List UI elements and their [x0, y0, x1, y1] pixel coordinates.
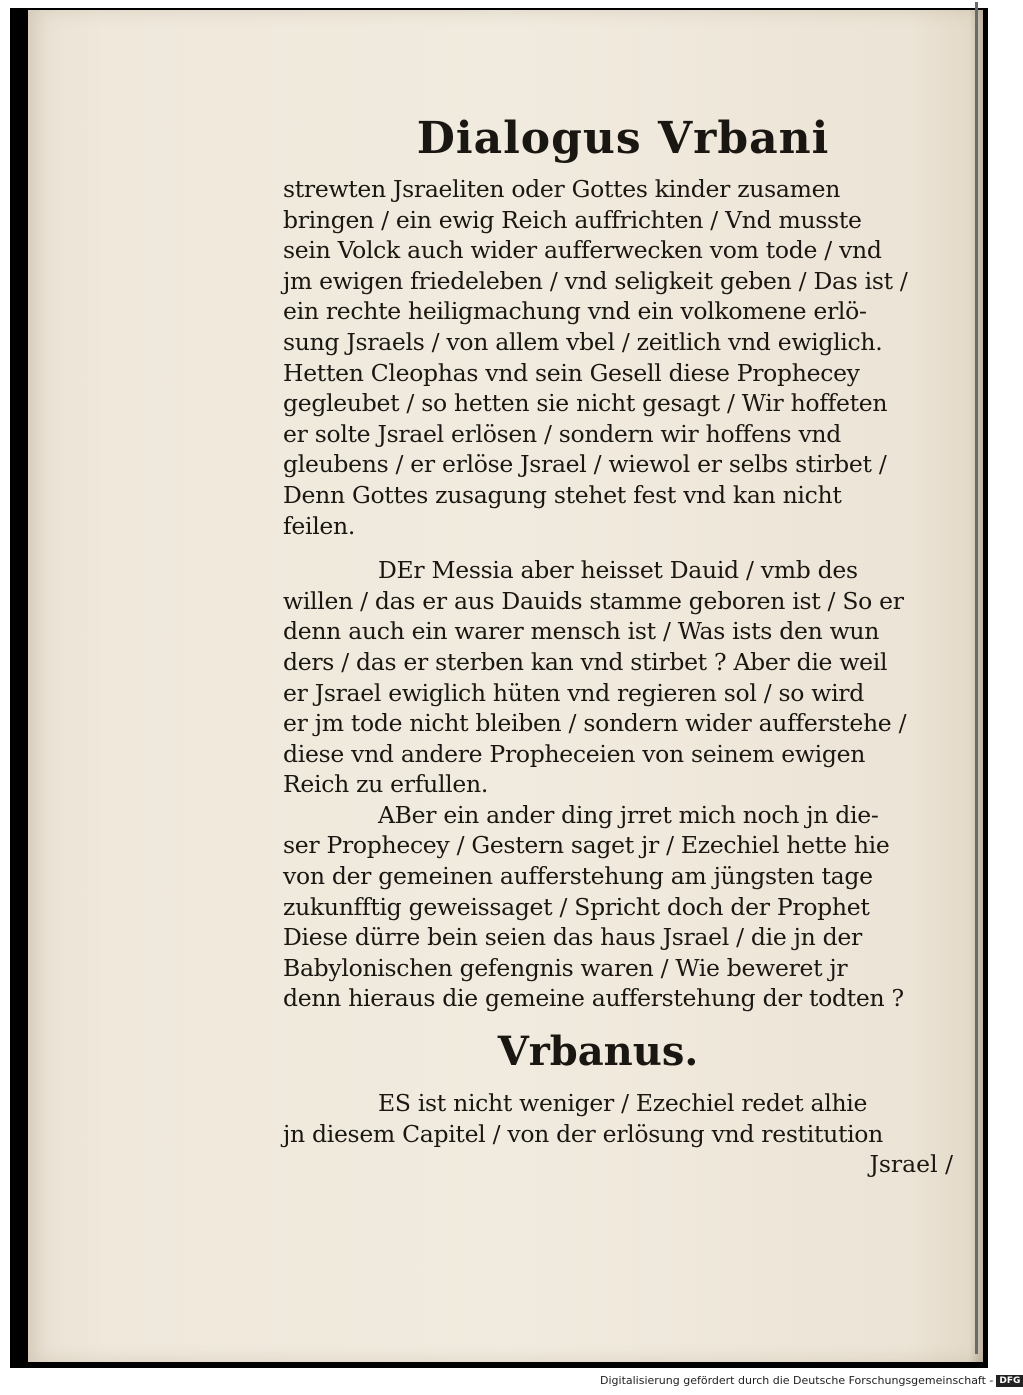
text-line: denn auch ein warer mensch ist / Was ists den wun	[283, 617, 880, 646]
catchword: Jsrael /	[869, 1150, 953, 1179]
speaker-heading: Vrbanus.	[497, 1028, 699, 1076]
text-line: Diese dürre bein seien das haus Jsrael / die jn der	[283, 923, 862, 952]
paragraph-1	[283, 174, 953, 541]
text-line: ders / das er sterben kan vnd stirbet ? Aber die weil	[283, 647, 888, 676]
text-line: jm ewigen friedeleben / vnd seligkeit geben / Das ist /	[283, 266, 908, 295]
text-line: bringen / ein ewig Reich auffrichten / Vnd musste	[283, 205, 862, 234]
text-line: sung Jsraels / von allem vbel / zeitlich vnd ewiglich.	[283, 327, 883, 356]
text-line: ein rechte heiligmachung vnd ein volkomene erlö-	[283, 297, 867, 326]
page-edge-strip	[975, 2, 978, 1354]
text-line: er solte Jsrael erlösen / sondern wir hoffens vnd	[283, 419, 842, 448]
text-line: feilen.	[283, 511, 356, 540]
footer-text: Digitalisierung gefördert durch die Deutsche Forschungsgemeinschaft -	[600, 1374, 994, 1387]
text-block	[283, 108, 953, 1179]
paragraph-4	[283, 1088, 953, 1149]
text-line: denn hieraus die gemeine aufferstehung der todten ?	[283, 984, 904, 1013]
text-line: zukunfftig geweissaget / Spricht doch der Prophet	[283, 892, 870, 921]
text-line: er Jsrael ewiglich hüten vnd regieren sol / so wird	[283, 678, 864, 707]
paragraph-2	[283, 555, 953, 800]
text-line: willen / das er aus Dauids stamme geboren ist / So er	[283, 586, 904, 615]
text-line: jn diesem Capitel / von der erlösung vnd restitution	[283, 1119, 883, 1148]
text-line: strewten Jsraeliten oder Gottes kinder zusamen	[283, 175, 841, 203]
text-line: Denn Gottes zusagung stehet fest vnd kan nicht	[283, 480, 842, 509]
text-line: Reich zu erfullen.	[283, 770, 488, 799]
text-line: er jm tode nicht bleiben / sondern wider aufferstehe /	[283, 709, 907, 738]
text-line: ser Prophecey / Gestern saget jr / Ezechiel hette hie	[283, 831, 890, 860]
dfg-logo-icon: DFG	[996, 1375, 1023, 1387]
text-line: gleubens / er erlöse Jsrael / wiewol er selbs stirbet /	[283, 450, 887, 479]
footer-credit	[600, 1374, 1023, 1387]
paragraph-3	[283, 800, 953, 1014]
text-line: Babylonischen gefengnis waren / Wie beweret jr	[283, 953, 848, 982]
text-line: diese vnd andere Propheceien von seinem ewigen	[283, 739, 866, 768]
text-line: sein Volck auch wider aufferwecken vom tode / vnd	[283, 236, 882, 265]
text-line: gegleubet / so hetten sie nicht gesagt / Wir hoffeten	[283, 389, 888, 418]
running-title: Dialogus Vrbani	[416, 113, 830, 164]
text-line: ES ist nicht weniger / Ezechiel redet alhie	[378, 1089, 868, 1118]
text-line: DEr Messia aber heisset Dauid / vmb des	[378, 556, 858, 585]
text-line: ABer ein ander ding jrret mich noch jn die-	[378, 800, 879, 829]
text-line: Hetten Cleophas vnd sein Gesell diese Prophecey	[283, 358, 860, 387]
text-line: von der gemeinen aufferstehung am jüngsten tage	[283, 862, 873, 891]
